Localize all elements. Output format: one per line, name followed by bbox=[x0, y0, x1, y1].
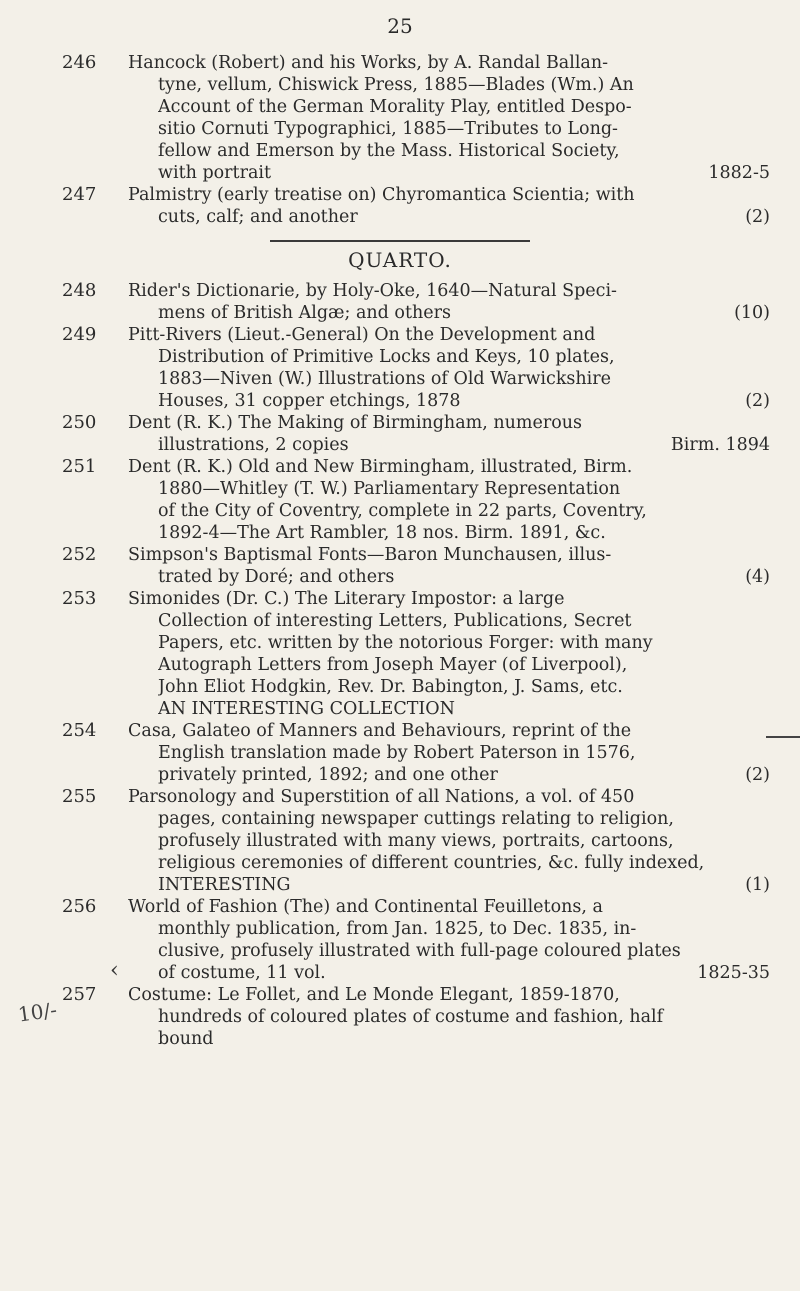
entry-line bbox=[158, 676, 770, 698]
lot-number: 246 bbox=[62, 52, 97, 73]
entry-line-right: (2) bbox=[745, 765, 770, 785]
entry-line-text: Papers, etc. written by the notorious Forger: with many bbox=[158, 633, 653, 653]
entry-line bbox=[158, 698, 770, 720]
entry-line-right: Birm. 1894 bbox=[670, 435, 770, 455]
entry-line-text: Dent (R. K.) Old and New Birmingham, illustrated, Birm. bbox=[128, 457, 633, 477]
catalog-entry bbox=[0, 588, 800, 720]
entry-line-text: 1883—Niven (W.) Illustrations of Old Warwickshire bbox=[158, 369, 612, 389]
entry-line-right: 1825-35 bbox=[697, 963, 770, 983]
entry-line bbox=[158, 918, 770, 940]
entries-before-section bbox=[0, 52, 800, 228]
entry-line-text: English translation made by Robert Paterson in 1576, bbox=[158, 743, 636, 763]
entry-line-text: trated by Doré; and others bbox=[158, 567, 395, 587]
lot-number: 255 bbox=[62, 786, 97, 807]
entry-line bbox=[158, 566, 770, 588]
catalog-entry bbox=[0, 456, 800, 544]
entry-line-text: Distribution of Primitive Locks and Keys, 10 plates, bbox=[158, 347, 615, 367]
entry-line-text: bound bbox=[158, 1029, 214, 1049]
catalog-page bbox=[0, 52, 800, 1050]
lot-number: 256 bbox=[62, 896, 97, 917]
entry-line-text: Casa, Galateo of Manners and Behaviours, reprint of the bbox=[128, 721, 632, 741]
entry-line-text: privately printed, 1892; and one other bbox=[158, 765, 498, 785]
entry-line bbox=[158, 96, 770, 118]
entry-line-text: of the City of Coventry, complete in 22 parts, Coventry, bbox=[158, 501, 647, 521]
entry-line bbox=[158, 940, 770, 962]
catalog-entry bbox=[0, 52, 800, 184]
entry-line bbox=[128, 984, 770, 1006]
entry-line bbox=[158, 390, 770, 412]
entry-line bbox=[158, 632, 770, 654]
entry-line bbox=[158, 368, 770, 390]
entry-line-text: Pitt-Rivers (Lieut.-General) On the Development and bbox=[128, 325, 596, 345]
entry-line-text: AN INTERESTING COLLECTION bbox=[158, 699, 455, 719]
entry-line-text: INTERESTING bbox=[158, 875, 291, 895]
entry-line bbox=[158, 830, 770, 852]
entry-line bbox=[158, 742, 770, 764]
entry-line bbox=[158, 162, 770, 184]
entry-line bbox=[158, 522, 770, 544]
lot-number: 254 bbox=[62, 720, 97, 741]
entry-line-text: 1880—Whitley (T. W.) Parliamentary Representation bbox=[158, 479, 621, 499]
entry-line bbox=[128, 184, 770, 206]
entry-line-text: Rider's Dictionarie, by Holy-Oke, 1640—Natural Speci- bbox=[128, 281, 617, 301]
entry-line-text: tyne, vellum, Chiswick Press, 1885—Blades (Wm.) An bbox=[158, 75, 634, 95]
entry-line-text: World of Fashion (The) and Continental Feuilletons, a bbox=[128, 897, 603, 917]
entry-line-text: 1892-4—The Art Rambler, 18 nos. Birm. 1891, &c. bbox=[158, 523, 606, 543]
entry-line bbox=[158, 808, 770, 830]
entry-line-right: (2) bbox=[745, 391, 770, 411]
entry-line bbox=[128, 896, 770, 918]
lot-number: 257 bbox=[62, 984, 97, 1005]
entry-line-text: of costume, 11 vol. bbox=[158, 963, 326, 983]
entry-line-text: Palmistry (early treatise on) Chyromantica Scientia; with bbox=[128, 185, 635, 205]
entry-line-text: Hancock (Robert) and his Works, by A. Randal Ballan- bbox=[128, 53, 609, 73]
entry-line bbox=[158, 874, 770, 896]
entry-line bbox=[158, 852, 770, 874]
section-heading: QUARTO. bbox=[348, 248, 452, 272]
page-number: 25 bbox=[387, 14, 413, 38]
entry-line-right: (1) bbox=[745, 875, 770, 895]
entry-line-text: Account of the German Morality Play, entitled Despo- bbox=[158, 97, 632, 117]
entry-line-text: with portrait bbox=[158, 163, 272, 183]
entry-line bbox=[158, 1006, 770, 1028]
entry-line-text: Autograph Letters from Joseph Mayer (of Liverpool), bbox=[158, 655, 628, 675]
entry-line bbox=[128, 456, 770, 478]
entry-line bbox=[158, 764, 770, 786]
entry-line bbox=[128, 588, 770, 610]
entry-line bbox=[128, 280, 770, 302]
margin-dash bbox=[766, 736, 800, 738]
lot-number: 252 bbox=[62, 544, 97, 565]
entry-line-text: mens of British Algæ; and others bbox=[158, 303, 451, 323]
entry-line bbox=[158, 74, 770, 96]
entry-line bbox=[158, 500, 770, 522]
catalog-entry bbox=[0, 984, 800, 1050]
entry-line bbox=[158, 434, 770, 456]
lot-number: 251 bbox=[62, 456, 97, 477]
entry-line-right: 1882-5 bbox=[708, 163, 770, 183]
entry-line-text: profusely illustrated with many views, portraits, cartoons, bbox=[158, 831, 674, 851]
entry-line-text: cuts, calf; and another bbox=[158, 207, 358, 227]
entry-line bbox=[158, 962, 770, 984]
lot-number: 249 bbox=[62, 324, 97, 345]
section-divider bbox=[270, 240, 530, 242]
catalog-entry bbox=[0, 720, 800, 786]
entry-line bbox=[128, 544, 770, 566]
entry-line-text: Collection of interesting Letters, Publications, Secret bbox=[158, 611, 632, 631]
entry-line-text: Parsonology and Superstition of all Nations, a vol. of 450 bbox=[128, 787, 635, 807]
entry-line-text: hundreds of coloured plates of costume and fashion, half bbox=[158, 1007, 664, 1027]
entry-line-right: (2) bbox=[745, 207, 770, 227]
entry-line bbox=[128, 720, 770, 742]
entries-quarto-section bbox=[0, 280, 800, 1050]
entry-line-right: (4) bbox=[745, 567, 770, 587]
entry-line-right: (10) bbox=[734, 303, 770, 323]
entry-line bbox=[128, 786, 770, 808]
entry-line-text: religious ceremonies of different countries, &c. fully indexed, bbox=[158, 853, 705, 873]
lot-number: 250 bbox=[62, 412, 97, 433]
catalog-entry bbox=[0, 324, 800, 412]
entry-line bbox=[158, 654, 770, 676]
catalog-entry bbox=[0, 184, 800, 228]
entry-line-text: clusive, profusely illustrated with full-page coloured plates bbox=[158, 941, 681, 961]
entry-line bbox=[158, 118, 770, 140]
entry-line bbox=[158, 206, 770, 228]
entry-line bbox=[128, 324, 770, 346]
entry-line-text: John Eliot Hodgkin, Rev. Dr. Babington, J. Sams, etc. bbox=[158, 677, 623, 697]
entry-line-text: Simonides (Dr. C.) The Literary Impostor: a large bbox=[128, 589, 565, 609]
entry-line-text: Costume: Le Follet, and Le Monde Elegant, 1859-1870, bbox=[128, 985, 620, 1005]
catalog-entry bbox=[0, 412, 800, 456]
catalog-entry bbox=[0, 544, 800, 588]
lot-number: 248 bbox=[62, 280, 97, 301]
entry-line bbox=[158, 346, 770, 368]
lot-number: 253 bbox=[62, 588, 97, 609]
entry-line-text: pages, containing newspaper cuttings relating to religion, bbox=[158, 809, 674, 829]
entry-line bbox=[158, 1028, 770, 1050]
entry-line-text: fellow and Emerson by the Mass. Historical Society, bbox=[158, 141, 620, 161]
entry-line bbox=[128, 52, 770, 74]
entry-line-text: Simpson's Baptismal Fonts—Baron Munchausen, illus- bbox=[128, 545, 612, 565]
entry-line-text: Houses, 31 copper etchings, 1878 bbox=[158, 391, 461, 411]
entry-line-text: sitio Cornuti Typographici, 1885—Tributes to Long- bbox=[158, 119, 618, 139]
entry-line bbox=[158, 302, 770, 324]
margin-scribble: 10/- bbox=[16, 997, 59, 1027]
entry-line-text: monthly publication, from Jan. 1825, to Dec. 1835, in- bbox=[158, 919, 637, 939]
catalog-entry bbox=[0, 280, 800, 324]
lot-number: 247 bbox=[62, 184, 97, 205]
entry-line bbox=[158, 610, 770, 632]
entry-line bbox=[158, 140, 770, 162]
margin-mark: ‹ bbox=[110, 958, 119, 983]
catalog-entry bbox=[0, 896, 800, 984]
entry-line-text: illustrations, 2 copies bbox=[158, 435, 349, 455]
entry-line bbox=[128, 412, 770, 434]
entry-line-text: Dent (R. K.) The Making of Birmingham, numerous bbox=[128, 413, 582, 433]
entry-line bbox=[158, 478, 770, 500]
catalog-entry bbox=[0, 786, 800, 896]
